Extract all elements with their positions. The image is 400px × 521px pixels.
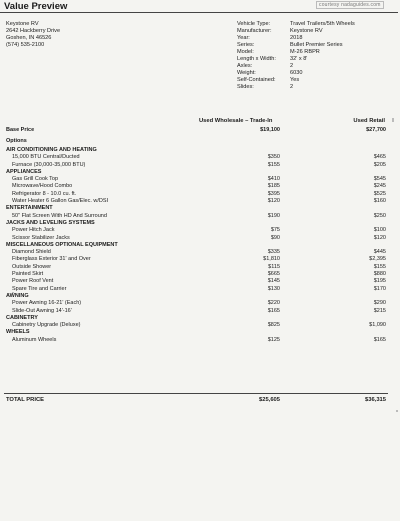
- row-label: Cabinetry Upgrade (Deluxe): [12, 322, 81, 329]
- wholesale-value: $395: [267, 190, 280, 197]
- category-heading: [6, 293, 386, 300]
- row-label: JACKS AND LEVELING SYSTEMS: [6, 219, 95, 226]
- spec-row: [237, 42, 355, 49]
- option-row: [6, 154, 386, 161]
- total-label: TOTAL PRICE: [6, 397, 45, 403]
- wholesale-value: $165: [267, 307, 280, 314]
- row-label: Base Price: [6, 127, 35, 133]
- option-row: [6, 308, 386, 315]
- row-label: CABINETRY: [6, 314, 38, 321]
- spec-label: Weight:: [237, 70, 256, 76]
- row-label: Gas Grill Cook Top: [12, 176, 59, 183]
- wholesale-value: $410: [267, 176, 280, 183]
- spec-value: Travel Trailers/5th Wheels: [290, 21, 355, 27]
- option-row: [6, 198, 386, 205]
- retail-value: $545: [373, 176, 386, 183]
- row-label: Fiberglass Exterior 31' and Over: [12, 256, 91, 263]
- wholesale-value: $335: [267, 249, 280, 256]
- total-wholesale: $25,605: [259, 397, 280, 403]
- wholesale-value: $190: [267, 212, 280, 219]
- retail-value: $465: [373, 154, 386, 161]
- row-label: Furnace (30,000-35,000 BTU): [12, 161, 86, 168]
- option-row: [6, 256, 386, 263]
- wholesale-column-header: Used Wholesale – Trade-In: [199, 118, 273, 124]
- page-title: Value Preview: [4, 1, 68, 12]
- spec-row: [237, 63, 355, 70]
- vehicle-specs: [237, 21, 355, 91]
- header-divider: [0, 12, 398, 13]
- row-label: Water Heater 6 Gallon Gas/Elec. w/DSI: [12, 198, 109, 205]
- row-label: APPLIANCES: [6, 168, 42, 175]
- category-heading: [6, 242, 386, 249]
- wholesale-value: $19,100: [260, 127, 280, 133]
- retail-value: $160: [373, 198, 386, 205]
- spec-row: [237, 70, 355, 77]
- row-label: Power Hitch Jack: [12, 227, 55, 234]
- spec-value: 2: [290, 84, 294, 90]
- row-label: Scissor Stabilizer Jacks: [12, 234, 70, 241]
- spec-label: Length x Width:: [237, 56, 276, 62]
- option-row: [6, 213, 386, 220]
- row-label: Outside Shower: [12, 263, 52, 270]
- retail-column-header: Used Retail: [353, 118, 385, 124]
- retail-value: $245: [373, 183, 386, 190]
- row-label: Spare Tire and Carrier: [12, 285, 67, 292]
- spec-value: 2018: [290, 35, 303, 41]
- wholesale-value: $75: [270, 227, 280, 234]
- row-label: Refrigerator 8 - 10.0 cu. ft.: [12, 190, 77, 197]
- wholesale-value: $825: [267, 322, 280, 329]
- category-heading: [6, 220, 386, 227]
- spec-value: M-26 RBPR: [290, 49, 320, 55]
- options-heading: [6, 138, 386, 147]
- spec-label: Manufacturer:: [237, 28, 272, 34]
- wholesale-value: $1,810: [263, 256, 280, 263]
- option-row: [6, 227, 386, 234]
- wholesale-value: $90: [270, 234, 280, 241]
- option-row: [6, 271, 386, 278]
- option-row: [6, 286, 386, 293]
- category-heading: [6, 169, 386, 176]
- spec-row: [237, 77, 355, 84]
- option-row: [6, 322, 386, 329]
- retail-value: $100: [373, 227, 386, 234]
- wholesale-value: $665: [267, 271, 280, 278]
- spec-value: Yes: [290, 77, 300, 83]
- dealer-address-block: [6, 21, 60, 49]
- spec-value: Keystone RV: [290, 28, 323, 34]
- category-heading: [6, 315, 386, 322]
- spec-row: [237, 56, 355, 63]
- option-row: [6, 162, 386, 169]
- row-label: ENTERTAINMENT: [6, 205, 53, 212]
- row-label: WHEELS: [6, 329, 30, 336]
- retail-value: $205: [373, 161, 386, 168]
- option-row: [6, 176, 386, 183]
- retail-value: $120: [373, 234, 386, 241]
- option-row: [6, 337, 386, 344]
- row-label: 50" Flat Screen With HD And Surround: [12, 212, 107, 219]
- total-divider: [4, 393, 388, 394]
- spec-row: [237, 35, 355, 42]
- row-label: Power Roof Vent: [12, 278, 54, 285]
- scan-speck: [392, 118, 394, 122]
- wholesale-value: $120: [267, 198, 280, 205]
- option-row: [6, 264, 386, 271]
- wholesale-value: $155: [267, 161, 280, 168]
- row-label: Slide-Out Awning 14'-16': [12, 307, 72, 314]
- category-heading: [6, 205, 386, 212]
- spec-value: 2: [290, 63, 294, 69]
- category-heading: [6, 147, 386, 154]
- spec-row: [237, 84, 355, 91]
- retail-value: $170: [373, 285, 386, 292]
- option-row: [6, 191, 386, 198]
- retail-value: $155: [373, 263, 386, 270]
- option-row: [6, 183, 386, 190]
- scan-speck: [396, 410, 398, 412]
- retail-value: $1,090: [369, 322, 386, 329]
- category-heading: [6, 329, 386, 336]
- row-label: AWNING: [6, 292, 29, 299]
- source-stamp: courtesy nadaguides.com: [316, 1, 384, 9]
- base-price-row: [6, 127, 386, 138]
- wholesale-value: $125: [267, 336, 280, 343]
- spec-row: [237, 21, 355, 28]
- option-row: [6, 278, 386, 285]
- row-label: Microwave/Hood Combo: [12, 183, 73, 190]
- option-row: [6, 249, 386, 256]
- retail-value: $290: [373, 300, 386, 307]
- spec-label: Model:: [237, 49, 254, 55]
- wholesale-value: $130: [267, 285, 280, 292]
- row-label: Power Awning 16-21' (Each): [12, 300, 82, 307]
- total-retail: $36,315: [365, 397, 386, 403]
- retail-value: $2,395: [369, 256, 386, 263]
- retail-value: $27,700: [366, 127, 386, 133]
- row-label: MISCELLANEOUS OPTIONAL EQUIPMENT: [6, 241, 118, 248]
- spec-value: Bullet Premier Series: [290, 42, 343, 48]
- wholesale-value: $220: [267, 300, 280, 307]
- row-label: Painted Skirt: [12, 271, 44, 278]
- price-table: [6, 127, 386, 344]
- total-price-row: [6, 396, 386, 404]
- retail-value: $250: [373, 212, 386, 219]
- spec-label: Year:: [237, 35, 250, 41]
- spec-value: 6030: [290, 70, 303, 76]
- retail-value: $880: [373, 271, 386, 278]
- retail-value: $195: [373, 278, 386, 285]
- wholesale-value: $115: [268, 263, 280, 270]
- spec-label: Vehicle Type:: [237, 21, 271, 27]
- dealer-name: Keystone RV: [6, 21, 39, 27]
- scan-speck: [12, 292, 14, 293]
- row-label: AIR CONDITIONING AND HEATING: [6, 147, 97, 153]
- row-label: Options: [6, 138, 27, 144]
- wholesale-value: $350: [267, 154, 280, 161]
- row-label: Aluminum Wheels: [12, 336, 57, 343]
- wholesale-value: $185: [267, 183, 280, 190]
- row-label: Diamond Shield: [12, 249, 51, 256]
- option-row: [6, 300, 386, 307]
- retail-value: $525: [373, 190, 386, 197]
- spec-label: Slides:: [237, 84, 254, 90]
- spec-label: Self-Contained:: [237, 77, 276, 83]
- option-row: [6, 235, 386, 242]
- wholesale-value: $145: [267, 278, 280, 285]
- row-label: 15,000 BTU Central/Ducted: [12, 154, 80, 161]
- dealer-city: Goshen, IN 46526: [6, 35, 52, 41]
- retail-value: $165: [373, 336, 386, 343]
- spec-label: Axles:: [237, 63, 253, 69]
- retail-value: $445: [373, 249, 386, 256]
- retail-value: $215: [373, 307, 386, 314]
- dealer-phone: (574) 535-2100: [6, 42, 45, 48]
- spec-label: Series:: [237, 42, 255, 48]
- dealer-street: 2642 Hackberry Drive: [6, 28, 61, 34]
- spec-value: 32' x 8': [290, 56, 308, 62]
- spec-row: [237, 49, 355, 56]
- spec-row: [237, 28, 355, 35]
